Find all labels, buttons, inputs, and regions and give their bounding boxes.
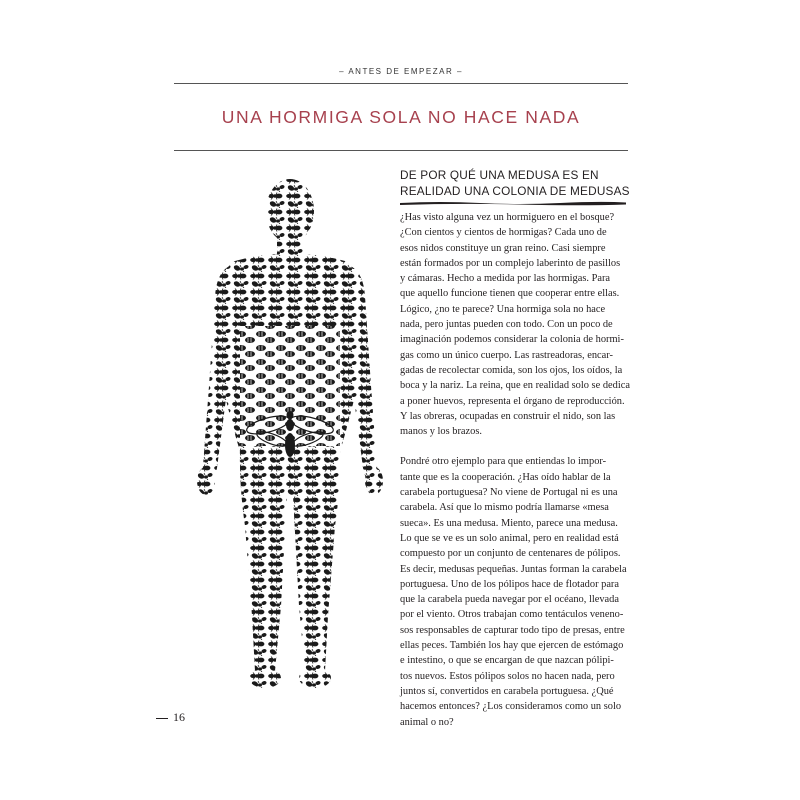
text-line: manos y los brazos. — [400, 426, 482, 438]
text-line: están formados por un complejo laberinto de pasillos — [400, 257, 621, 269]
text-line: nada, pero juntas pueden con todo. Con un poco de — [400, 319, 613, 331]
text-line: Lógico, ¿no te parece? Una hormiga sola no hace — [400, 303, 606, 315]
text-line: e intestino, o que se encargan de que nazcan pólipi- — [400, 655, 614, 667]
text-line: carabela portuguesa? No viene de Portugal ni es una — [400, 487, 618, 499]
text-line: tos nuevos. Estos pólipos solos no hacen nada, pero — [400, 670, 615, 682]
page-number-value: 16 — [173, 710, 185, 724]
paragraph-1 — [400, 210, 634, 439]
text-line: carabela. Así que lo mismo podría llamarse «mesa — [400, 502, 609, 514]
ant-human-illustration — [195, 176, 385, 694]
text-line: por el viento. Otros trabajan como tentáculos veneno- — [400, 609, 624, 621]
text-line: Pondré otro ejemplo para que entiendas lo impor- — [400, 456, 607, 468]
text-line: boca y la nariz. La reina, que en realidad solo se dedica — [400, 380, 630, 392]
text-line: gadas de recolectar comida, son los ojos, los oídos, la — [400, 364, 623, 376]
running-head: – ANTES DE EMPEZAR – — [339, 67, 463, 76]
text-line: ¿Con cientos y cientos de hormigas? Cada uno de — [400, 227, 607, 239]
text-line: ellas peces. También los hay que ejercen de estómago — [400, 640, 624, 652]
text-line: hacemos entonces? ¿Los consideramos como un solo — [400, 701, 622, 713]
text-line: gas como un único cuerpo. Las rastreadoras, encar- — [400, 349, 613, 361]
paragraph-2 — [400, 454, 634, 729]
text-line: Lo que se ve es un solo animal, pero en realidad está — [400, 532, 619, 544]
text-line: Es decir, medusas pequeñas. Juntas forman la carabela — [400, 563, 627, 575]
text-line: que aquello funcione tienen que cooperar entre ellas. — [400, 288, 620, 300]
section-subtitle — [400, 167, 630, 199]
text-line: que la carabela pueda navegar por el océano, llevada — [400, 594, 619, 606]
body-text — [400, 210, 634, 745]
text-line: compuesto por un conjunto de centenares de pólipos. — [400, 548, 621, 560]
text-line: sos responsables de capturar todo tipo de presas, entre — [400, 624, 625, 636]
page-number — [156, 710, 185, 725]
text-line: animal o no? — [400, 716, 454, 728]
subtitle-line: DE POR QUÉ UNA MEDUSA ES EN — [400, 168, 599, 182]
top-rule — [174, 83, 628, 84]
text-line: juntos sí, convertidos en carabela portuguesa. ¿Qué — [400, 685, 614, 697]
text-line: sueca». Es una medusa. Miento, parece una medusa. — [400, 517, 618, 529]
text-line: tante que es la cooperación. ¿Has oído hablar de la — [400, 471, 611, 483]
text-line: y cámaras. Hecho a medida por las hormigas. Para — [400, 273, 611, 285]
subtitle-line: REALIDAD UNA COLONIA DE MEDUSAS — [400, 184, 630, 198]
folio-dash — [156, 718, 168, 719]
text-line: esos nidos constituye un gran reino. Casi siempre — [400, 242, 606, 254]
title-rule — [174, 150, 628, 151]
text-line: ¿Has visto alguna vez un hormiguero en el bosque? — [400, 212, 615, 223]
text-line: a poner huevos, representa el órgano de reproducción. — [400, 395, 625, 407]
text-line: Y las obreras, ocupadas en construir el nido, son las — [400, 410, 616, 422]
brush-rule — [400, 200, 626, 206]
text-line: portuguesa. Uno de los pólipos hace de flotador para — [400, 578, 620, 590]
chapter-title: UNA HORMIGA SOLA NO HACE NADA — [221, 107, 581, 127]
text-line: imaginación podemos considerar la colonia de hormi- — [400, 334, 624, 346]
